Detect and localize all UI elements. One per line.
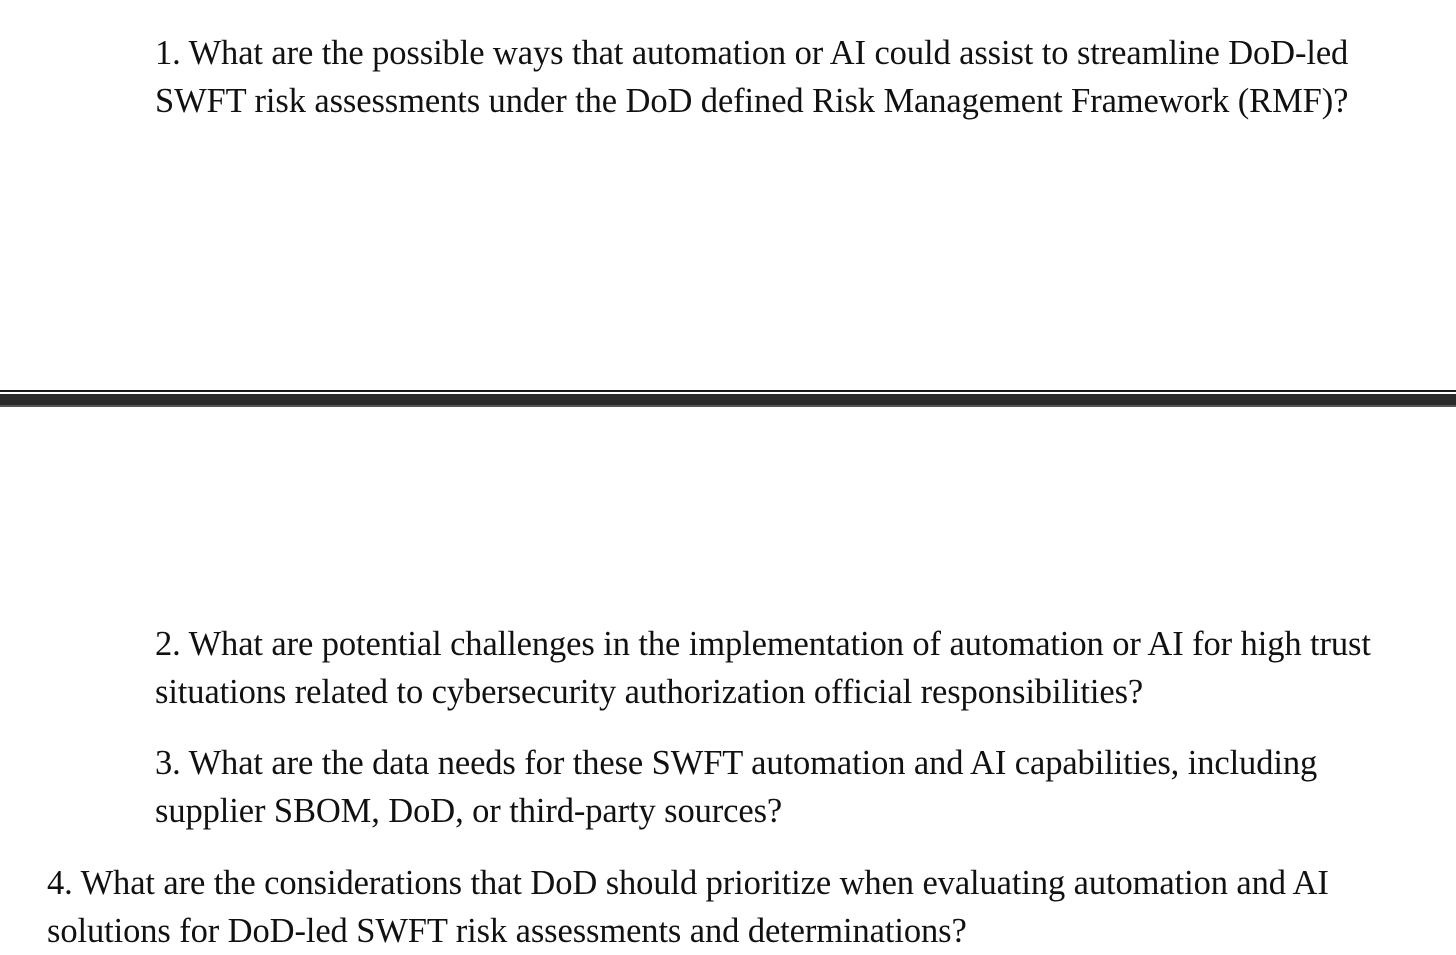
question-3-line-2: supplier SBOM, DoD, or third-party sources? xyxy=(155,792,783,830)
page-break-divider xyxy=(0,390,1456,407)
question-1-line-2: SWFT risk assessments under the DoD defined Risk Management Framework (RMF)? xyxy=(155,82,1349,120)
question-2-line-1: 2. What are potential challenges in the implementation of automation or AI for high trust xyxy=(155,625,1371,663)
question-3-line-1: 3. What are the data needs for these SWFT automation and AI capabilities, including xyxy=(155,744,1318,782)
question-1-line-1: 1. What are the possible ways that automation or AI could assist to streamline DoD-led xyxy=(155,34,1349,72)
question-2-line-2: situations related to cybersecurity authorization official responsibilities? xyxy=(155,673,1144,711)
question-4 xyxy=(47,859,1329,955)
question-3 xyxy=(155,739,1317,835)
question-4-line-1: 4. What are the considerations that DoD should prioritize when evaluating automation and AI xyxy=(47,864,1329,902)
question-2 xyxy=(155,620,1371,716)
question-4-line-2: solutions for DoD-led SWFT risk assessments and determinations? xyxy=(47,912,967,950)
question-1 xyxy=(155,29,1348,125)
cropped-text-remnant xyxy=(40,0,600,2)
